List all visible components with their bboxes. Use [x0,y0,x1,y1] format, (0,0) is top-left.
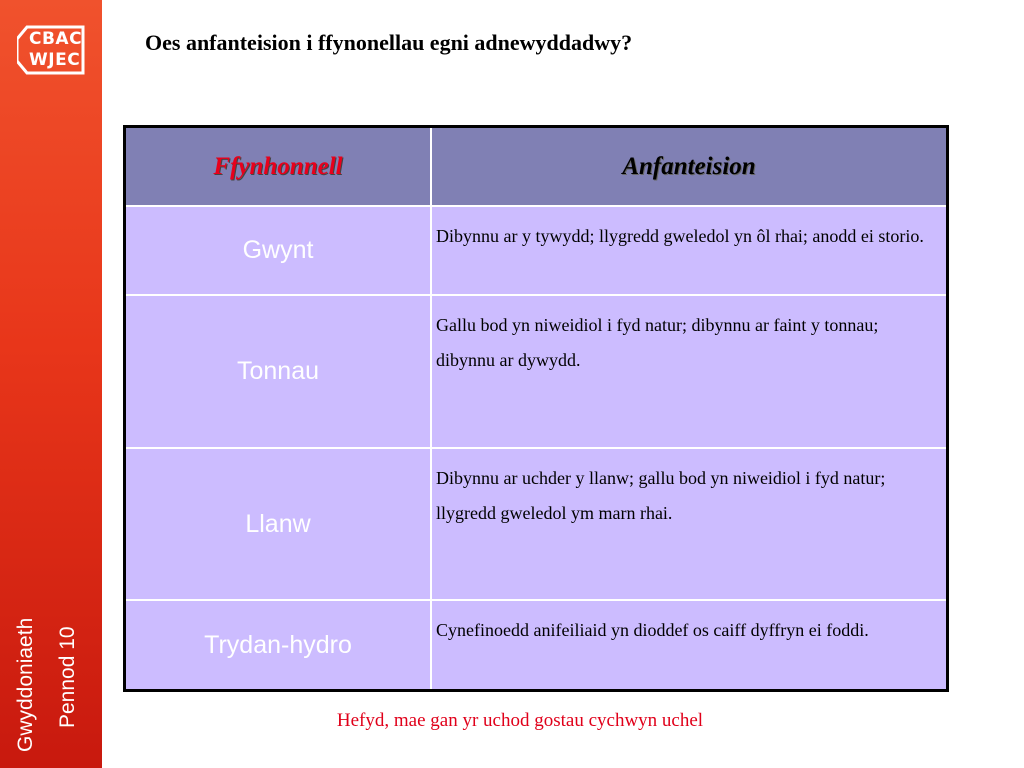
disadvantage-cell: Cynefinoedd anifeiliaid yn dioddef os caiff dyffryn ei foddi. [431,600,948,690]
disadvantage-cell: Gallu bod yn niweidiol i fyd natur; dibynnu ar faint y tonnau; dibynnu ar dywydd. [431,295,948,448]
chapter-label: Pennod 10 [56,626,79,728]
disadvantage-cell: Dibynnu ar y tywydd; llygredd gweledol yn ôl rhai; anodd ei storio. [431,206,948,295]
table-row [125,206,948,295]
disadvantages-table [123,125,949,692]
source-cell: Gwynt [125,206,432,295]
table-row [125,295,948,448]
table-row [125,600,948,690]
header-source: Ffynhonnell [125,127,432,207]
source-cell: Llanw [125,448,432,601]
logo-line-2: WJEC [29,50,81,70]
disadvantage-cell: Dibynnu ar uchder y llanw; gallu bod yn niweidiol i fyd natur; llygredd gweledol ym marn rhai. [431,448,948,601]
source-cell: Trydan-hydro [125,600,432,690]
subject-label: Gwyddoniaeth [14,617,37,752]
footnote: Hefyd, mae gan yr uchod gostau cychwyn uchel [336,710,704,731]
sidebar [0,0,102,768]
table-row [125,448,948,601]
source-cell: Tonnau [125,295,432,448]
slide-title: Oes anfanteision i ffynonellau egni adnewyddadwy? [145,30,633,55]
header-disadvantages: Anfanteision [431,127,948,207]
table-header-row [125,127,948,207]
logo-line-1: CBAC [29,29,83,49]
